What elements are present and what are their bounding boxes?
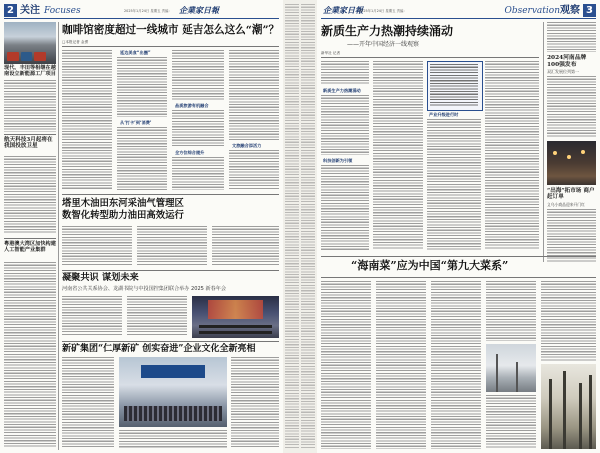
left-main-col-2a (117, 57, 167, 117)
left-main-rule (62, 46, 279, 47)
corporate-culture-photo (119, 357, 227, 427)
left-main-col-4b (229, 150, 279, 190)
left-side-story-1-title: 现代、丰田等相继在越南设立新能源工厂项目 (4, 65, 56, 77)
left-page-header (4, 4, 279, 19)
left-story-2-col-3 (212, 226, 279, 266)
right-subhead-1: 新质生产力热潮涌动 (323, 88, 361, 93)
left-subhead-2: 从‘打卡’到‘消费’ (120, 120, 152, 125)
left-subhead-4: 全方位综合提升 (175, 150, 205, 155)
left-story2-rule (62, 194, 279, 195)
left-side-rule-1 (4, 134, 56, 135)
right-masthead: 企業家日報 (323, 5, 363, 15)
left-section-title: 关注 (20, 5, 40, 16)
right-main-headline: 新质生产力热潮持续涌动 (321, 24, 454, 38)
right-section-title-en: Observation (504, 6, 560, 16)
right-story-2-col-4a (486, 281, 536, 341)
left-story-2-col-2 (137, 226, 207, 266)
right-page-number: 3 (583, 4, 596, 17)
right-story2-inner-rule (321, 277, 596, 278)
right-main-col-1c (321, 165, 369, 250)
left-main-headline: 咖啡馆密度超过一线城市 延吉怎么这么“潮”？ (62, 24, 280, 36)
right-story-2-col-3 (431, 281, 481, 449)
right-subhead-2: 科技创新为引领 (323, 158, 353, 163)
new-year-gala-photo (192, 296, 279, 338)
right-main-subline: ——开年中国经济一线观察 (347, 41, 420, 48)
right-section-title: 观察 (560, 5, 580, 16)
left-story4-rule (62, 341, 279, 342)
right-side-story-1-sub: 双汇发展位列第一 (547, 69, 579, 74)
trucks-photo (4, 22, 56, 64)
left-story-3-col-1 (62, 296, 122, 336)
right-story-2-col-1 (321, 281, 371, 449)
left-page (0, 0, 283, 453)
left-story-4-headline: 新矿集团“仁厚新矿 创实奋进”企业文化全新亮相 (62, 344, 256, 354)
right-main-col-1b (321, 95, 369, 155)
left-side-story-3-title: 粤港澳大湾区加快构建人工智能产业集群 (4, 241, 56, 253)
right-main-rule (321, 57, 539, 58)
right-side-top-text (547, 22, 596, 52)
left-main-col-3b (172, 110, 224, 146)
right-highlight-box-text (430, 64, 478, 106)
left-side-story-3-body (4, 262, 56, 448)
right-side-story-2-body (547, 209, 596, 262)
right-side-story-1-body (547, 76, 596, 138)
gutter-text-col-2 (301, 4, 315, 449)
right-column-divider (543, 22, 544, 262)
left-main-col-1 (62, 50, 112, 190)
left-story-4-col-3 (231, 357, 279, 449)
right-page (317, 0, 600, 453)
right-page-header (321, 4, 596, 19)
left-main-col-3a (172, 50, 224, 100)
right-story2-rule (321, 256, 596, 257)
market-night-photo (547, 141, 596, 185)
left-side-story-2-body (4, 156, 56, 234)
left-subhead-5: 文旅融合添活力 (232, 143, 262, 148)
left-section-title-en: Focuses (44, 6, 81, 16)
left-main-col-3c (172, 157, 224, 190)
trees-photo (541, 364, 596, 449)
right-subhead-3: 产业升级进行时 (429, 112, 459, 117)
right-side-story-1-title: 2024河南品牌100强发布 (547, 55, 587, 68)
left-story-2-col-1 (62, 226, 132, 266)
right-story-2-col-4b (486, 395, 536, 449)
left-side-rule-2 (4, 238, 56, 239)
street-photo (486, 344, 536, 392)
left-story-4-col-2 (119, 430, 227, 449)
right-side-story-2-sub: 义乌小商品迎来开门红 (547, 202, 585, 207)
left-side-story-1-body (4, 80, 56, 132)
left-masthead: 企業家日報 (179, 5, 219, 15)
left-subhead-1: 延边美食“出圈” (120, 50, 151, 55)
left-story-4-col-1 (62, 357, 114, 449)
right-side-story-2-title: “出海”拓市场 商户赶订单 (547, 188, 595, 201)
right-story-2-col-2 (376, 281, 426, 449)
left-page-meta: 2025年1月24日 星期五 责编： (124, 9, 172, 13)
right-page-meta: 2025年1月24日 星期五 责编： (359, 9, 407, 13)
left-story-2-headline-line1: 塔里木油田东河采油气管理区 (62, 198, 184, 209)
left-side-story-2-title: 航天科技3月起将在我国投放卫星 (4, 137, 53, 150)
right-story-2-headline: “海南菜”应为中国“第九大菜系” (351, 259, 509, 272)
right-main-col-1a (321, 61, 369, 85)
gutter-text-col-1 (285, 4, 299, 449)
left-story-2-headline-line2: 数智化转型助力油田高效运行 (62, 210, 184, 221)
left-main-col-2b (117, 127, 167, 190)
right-story-2-col-5a (541, 281, 596, 361)
left-story-3-col-2 (127, 296, 187, 336)
left-story3-rule (62, 270, 279, 271)
right-main-col-3 (427, 119, 481, 250)
left-story-3-headline: 凝聚共识 谋划未来 (62, 272, 139, 283)
left-subhead-3: 品质旅游有机融合 (175, 103, 209, 108)
right-main-col-4 (485, 61, 539, 250)
right-main-byline: 新华社 记者 (321, 51, 341, 55)
right-main-col-2 (373, 61, 423, 250)
left-story-3-subline: 河南省公共关系协会、龙湖书院与中投国控集团联合举办 2025 新春年会 (62, 286, 226, 292)
left-page-number: 2 (4, 4, 17, 17)
left-column-divider (58, 22, 59, 450)
page-gutter (283, 0, 317, 453)
left-main-byline: □本报记者 金勇 (62, 40, 89, 44)
left-main-col-4a (229, 50, 279, 140)
